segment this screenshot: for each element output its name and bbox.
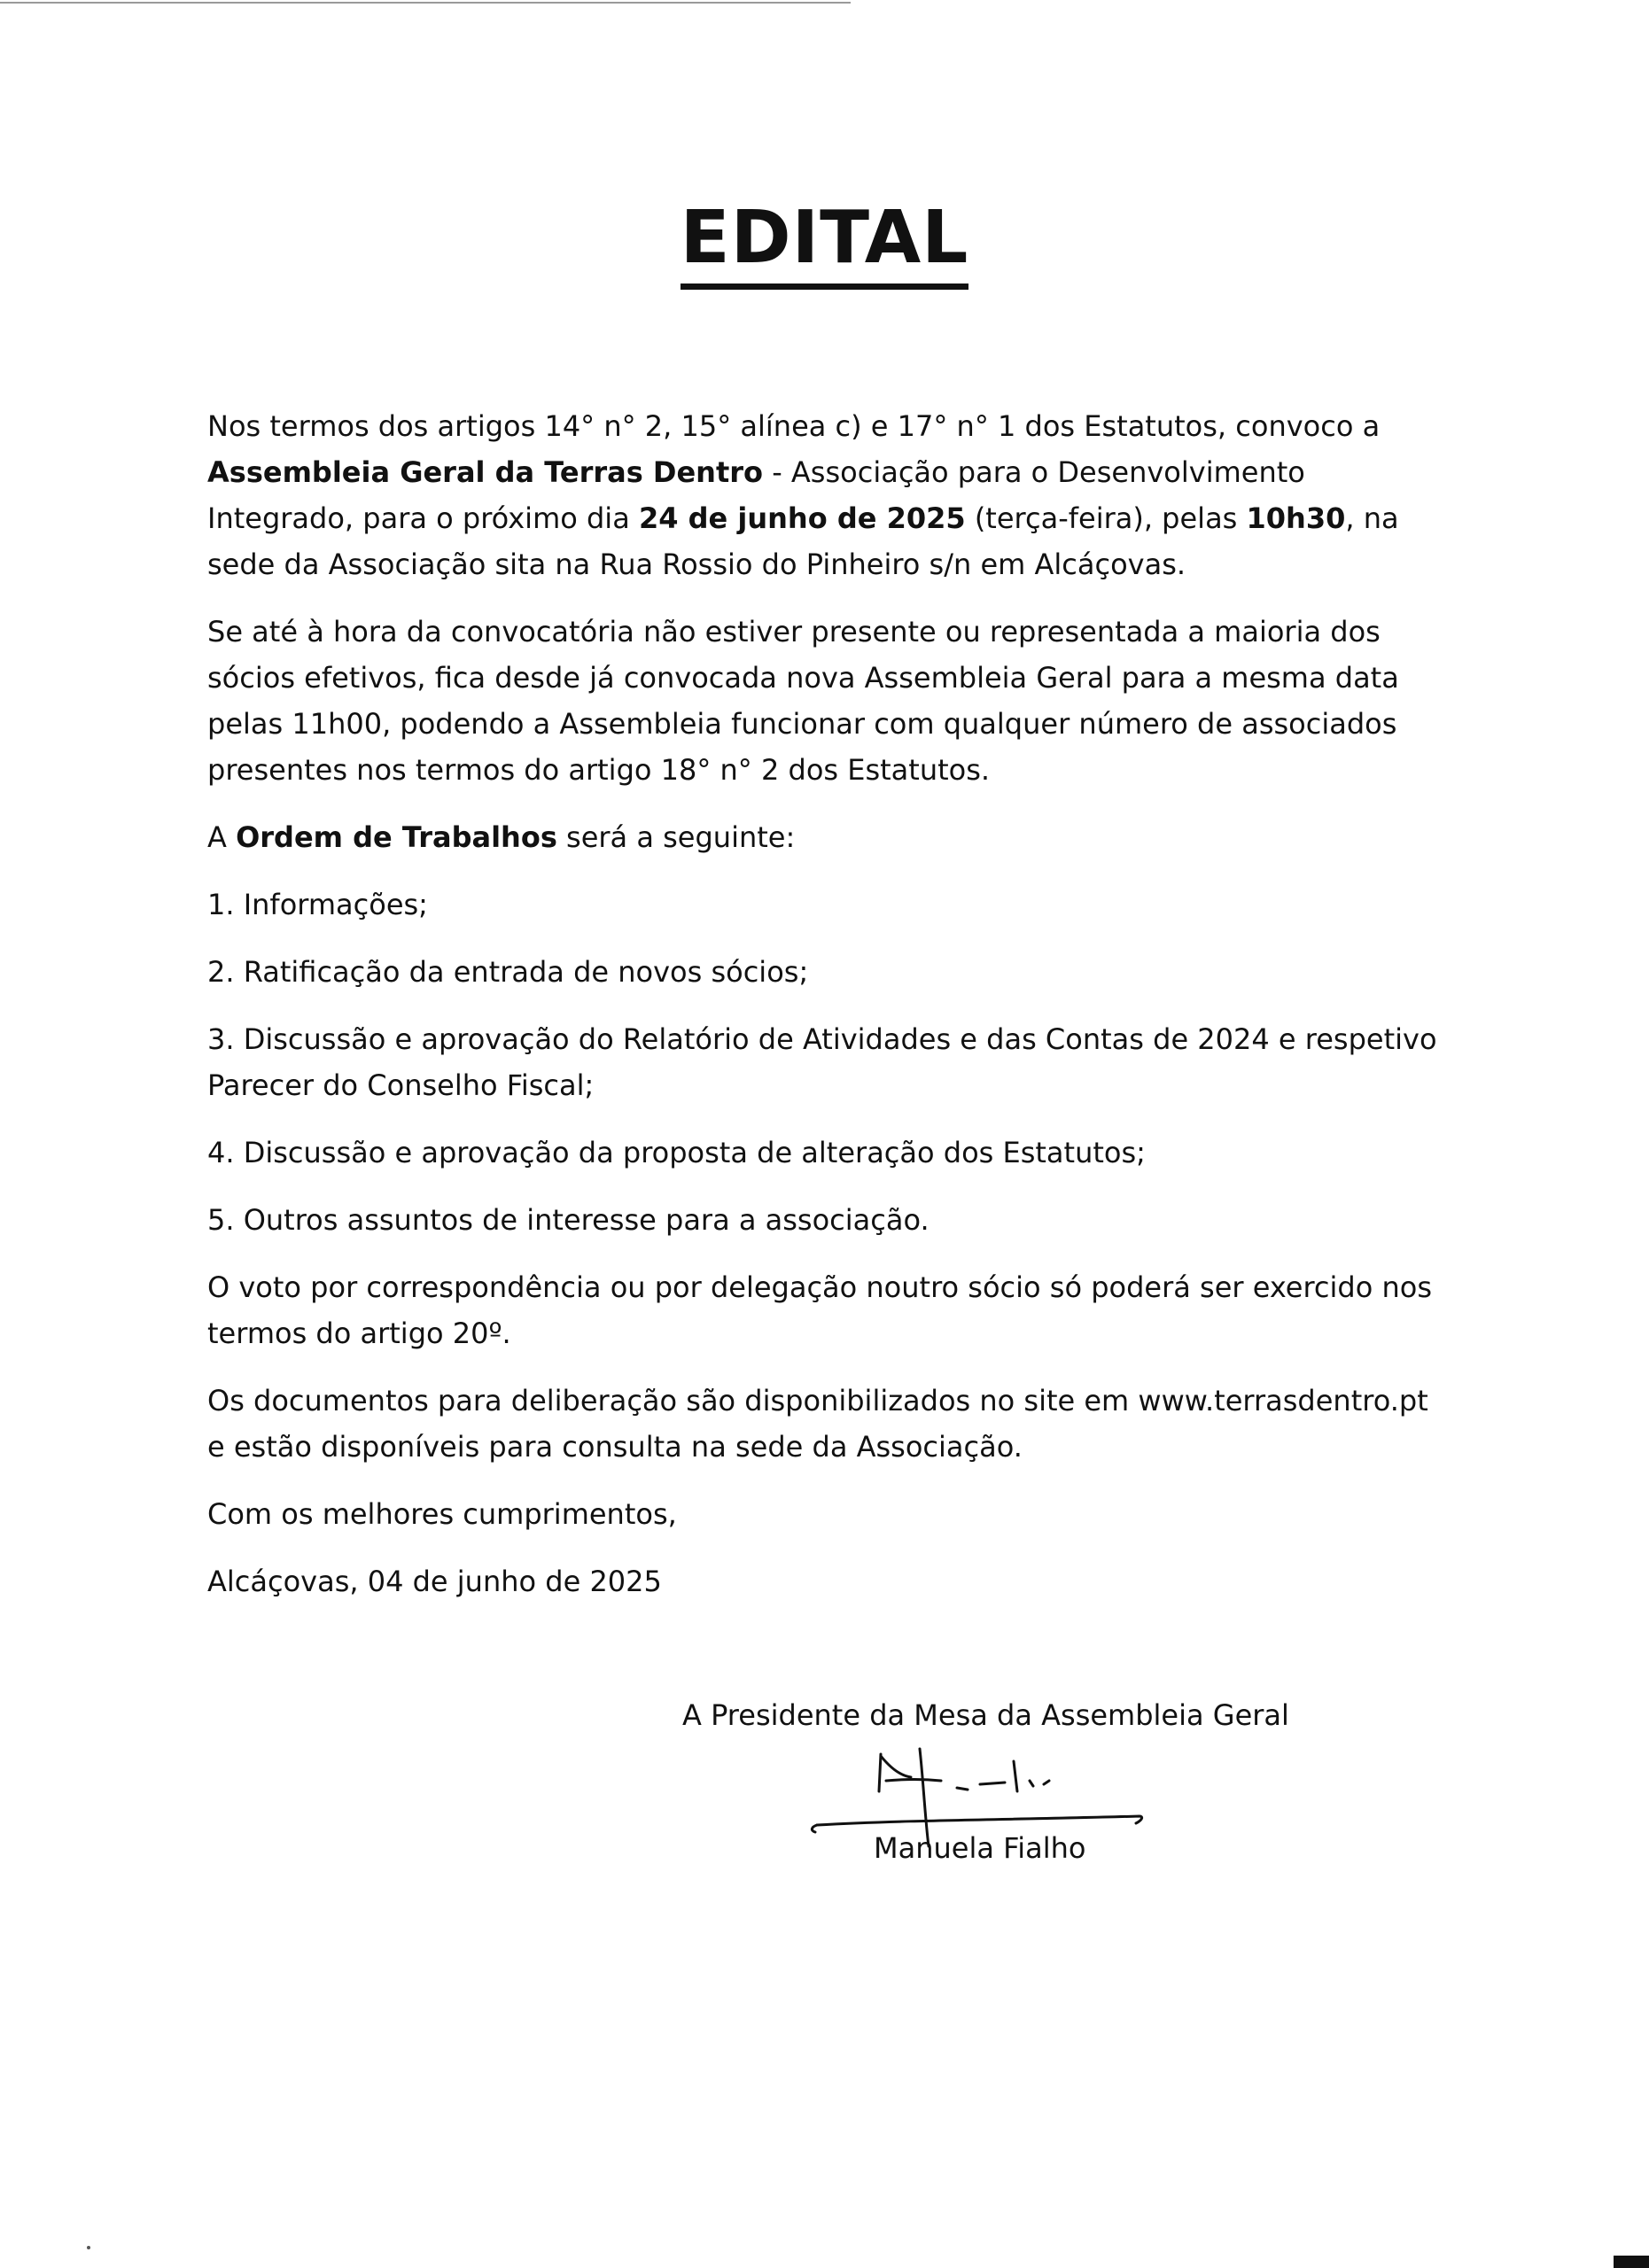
agenda-item-4: 4. Discussão e aprovação da proposta de alteração dos Estatutos; [207, 1136, 1146, 1169]
meeting-time: 10h30 [1246, 501, 1346, 535]
second-call-paragraph: Se até à hora da convocatória não estiver presente ou representada a maioria dos sócios efetivos, fica desde já convocada nova Assembleia Geral para a mesma data pelas 11h00, podendo a Assembleia funcionar com qualquer número de associados presentes nos termos do artigo 18° n° 2 dos Estatutos. [207, 615, 1399, 787]
text-run: será a seguinte: [556, 820, 796, 854]
text-run: Nos termos dos artigos 14° n° 2, 15° alínea c) e 17° n° 1 dos Estatutos, convoco a [207, 409, 1381, 443]
document-body [207, 403, 1448, 1626]
document-title-wrap [0, 197, 1649, 290]
vote-paragraph: O voto por correspondência ou por delegação noutro sócio só poderá ser exercido nos termos do artigo 20º. [207, 1270, 1432, 1350]
place-and-date: Alcáçovas, 04 de junho de 2025 [207, 1565, 662, 1598]
agenda-heading: Ordem de Trabalhos [236, 820, 557, 854]
signature-block [673, 1692, 1311, 1865]
agenda-item-5: 5. Outros assuntos de interesse para a associação. [207, 1203, 930, 1237]
meeting-date: 24 de junho de 2025 [638, 501, 966, 535]
scan-speck [87, 2246, 90, 2249]
text-run: , na sede da Associação sita na Rua Rossio do Pinheiro s/n em Alcáçovas. [207, 501, 1399, 581]
convocation-paragraph [207, 403, 1448, 587]
assembly-name: Assembleia Geral da Terras Dentro [207, 455, 764, 489]
agenda-intro [207, 814, 1448, 860]
agenda-item-1: 1. Informações; [207, 888, 428, 921]
scan-corner-mark [1614, 2256, 1649, 2268]
text-run: A [207, 820, 237, 854]
signer-role: A Presidente da Mesa da Assembleia Geral [682, 1698, 1289, 1732]
signer-name: Manuela Fialho [874, 1831, 1086, 1865]
closing-salutation: Com os melhores cumprimentos, [207, 1497, 677, 1531]
text-run: (terça-feira), pelas [965, 501, 1247, 535]
text-run: - Associação para o Desenvolvimento Integrado, para o próximo dia [207, 455, 1305, 535]
scan-edge-line [0, 2, 851, 4]
documents-paragraph: Os documentos para deliberação são disponibilizados no site em www.terrasdentro.pt e estão disponíveis para consulta na sede da Associação. [207, 1384, 1428, 1464]
document-title: EDITAL [681, 197, 969, 290]
agenda-item-2: 2. Ratificação da entrada de novos sócios; [207, 955, 809, 989]
agenda-item-3: 3. Discussão e aprovação do Relatório de Atividades e das Contas de 2024 e respetivo Parecer do Conselho Fiscal; [207, 1022, 1437, 1102]
